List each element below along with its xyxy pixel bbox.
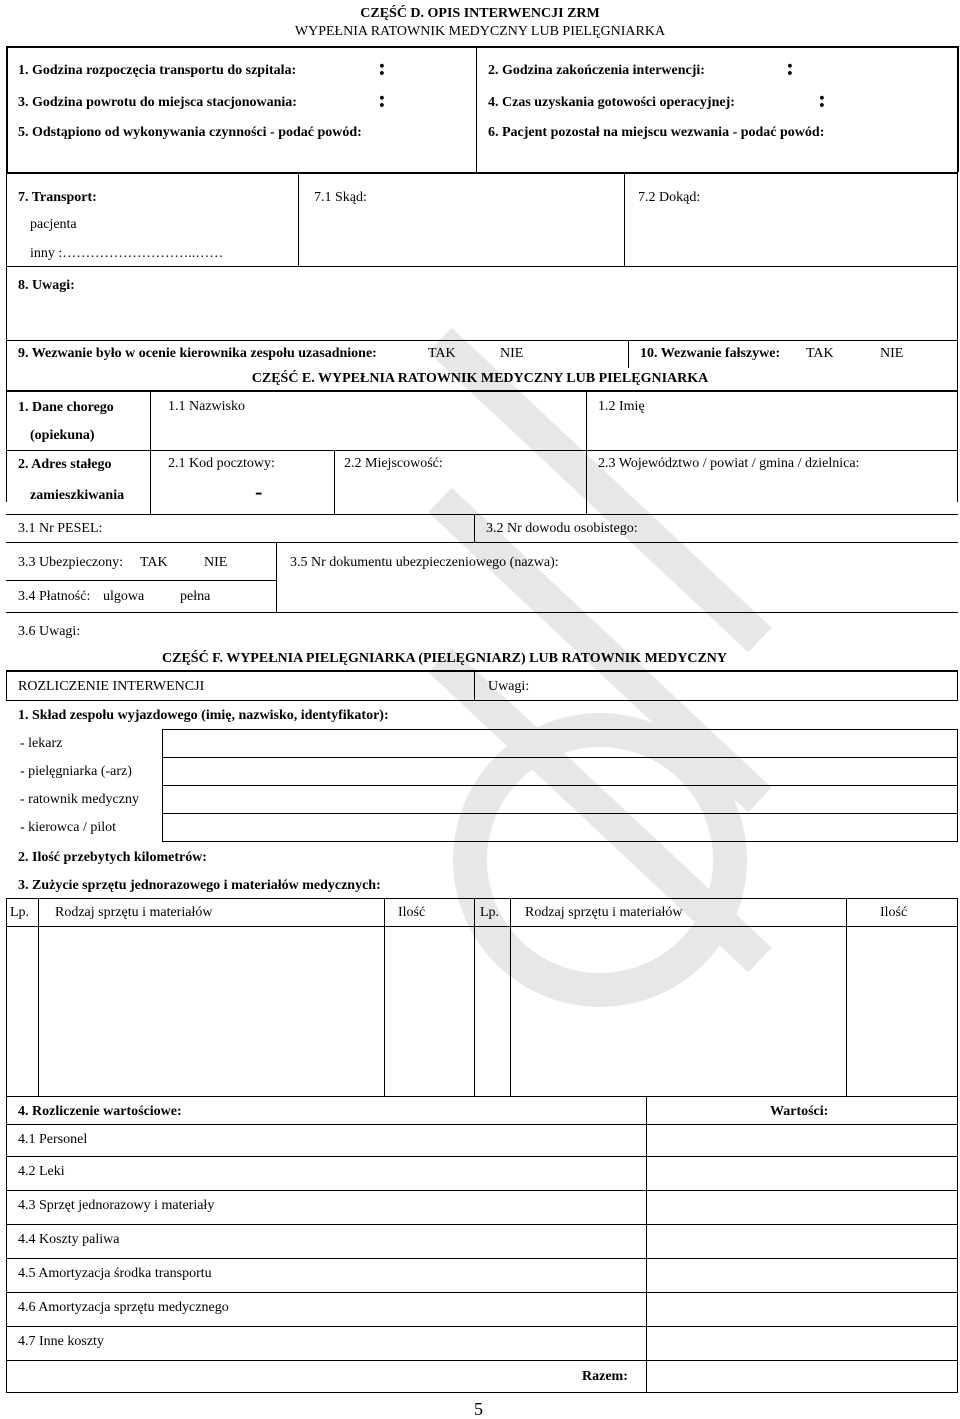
equipment-label: 3. Zużycie sprzętu jednorazowego i materiałów medycznych: xyxy=(18,878,381,893)
rule xyxy=(646,1096,647,1392)
rule xyxy=(6,1124,958,1125)
rule xyxy=(624,172,625,266)
patient-label-2: (opiekuna) xyxy=(30,428,95,443)
rule xyxy=(586,450,587,514)
rule xyxy=(6,1096,958,1097)
rule xyxy=(6,612,958,613)
km-label: 2. Ilość przebytych kilometrów: xyxy=(18,850,207,865)
rule xyxy=(6,542,958,543)
payment-label: 3.4 Płatność: xyxy=(18,589,91,604)
rule xyxy=(6,390,958,392)
rule xyxy=(298,172,299,266)
q9-no[interactable]: NIE xyxy=(500,346,524,361)
cost-row: 4.7 Inne koszty xyxy=(18,1334,104,1349)
colon: : xyxy=(818,87,826,113)
team-label: 1. Skład zespołu wyjazdowego (imię, nazwisko, identyfikator): xyxy=(18,708,389,723)
q9-yes[interactable]: TAK xyxy=(428,346,456,361)
rule xyxy=(162,813,958,814)
rule xyxy=(476,46,477,172)
rule xyxy=(384,898,385,1096)
cost-row: 4.5 Amortyzacja środka transportu xyxy=(18,1266,212,1281)
rule xyxy=(6,1360,958,1361)
rule xyxy=(474,670,475,700)
rule xyxy=(6,1190,958,1191)
rule xyxy=(6,898,958,899)
rule xyxy=(150,390,151,514)
rule xyxy=(276,542,277,612)
insurance-doc-label: 3.5 Nr dokumentu ubezpieczeniowego (nazwa): xyxy=(290,555,559,570)
address-label: 2. Adres stałego xyxy=(18,457,112,472)
rule xyxy=(6,46,8,172)
transport-other: inny :………………………..…… xyxy=(30,246,224,261)
rule xyxy=(6,1224,958,1225)
q4-label: 4. Czas uzyskania gotowości operacyjnej: xyxy=(488,95,735,110)
rule xyxy=(957,670,958,700)
rule xyxy=(957,172,958,502)
rule xyxy=(510,898,511,1096)
settlement-label: ROZLICZENIE INTERWENCJI xyxy=(18,679,205,694)
rule xyxy=(162,785,958,786)
rule xyxy=(957,46,959,172)
e-remarks-label: 3.6 Uwagi: xyxy=(18,624,81,639)
rule xyxy=(162,729,958,730)
cost-row: 4.4 Koszty paliwa xyxy=(18,1232,120,1247)
patient-label: 1. Dane chorego xyxy=(18,400,114,415)
rule xyxy=(628,340,629,368)
rule xyxy=(957,729,958,841)
postal-label: 2.1 Kod pocztowy: xyxy=(168,456,275,471)
part-d-title: CZĘŚĆ D. OPIS INTERWENCJI ZRM xyxy=(360,6,600,21)
payment-reduced[interactable]: ulgowa xyxy=(103,589,145,604)
total-label: Razem: xyxy=(582,1369,628,1384)
surname-label: 1.1 Nazwisko xyxy=(168,399,245,414)
q2-label: 2. Godzina zakończenia interwencji: xyxy=(488,63,705,78)
q10-no[interactable]: NIE xyxy=(880,346,904,361)
cost-row: 4.2 Leki xyxy=(18,1164,65,1179)
team-row-nurse: - pielęgniarka (-arz) xyxy=(20,764,132,779)
team-row-paramedic: - ratownik medyczny xyxy=(20,792,139,807)
colon: : xyxy=(786,55,794,81)
rule xyxy=(38,898,39,1096)
col-lp: Lp. xyxy=(10,905,30,920)
part-d-subtitle: WYPEŁNIA RATOWNIK MEDYCZNY LUB PIELĘGNIARKA xyxy=(294,24,666,39)
cost-row: 4.6 Amortyzacja sprzętu medycznego xyxy=(18,1300,229,1315)
f-remarks-label: Uwagi: xyxy=(488,679,530,694)
rule xyxy=(957,898,958,1096)
rule xyxy=(162,757,958,758)
rule xyxy=(6,514,958,515)
rule xyxy=(6,46,958,48)
rule xyxy=(162,729,163,841)
rule xyxy=(6,1096,7,1392)
insured-yes[interactable]: TAK xyxy=(140,555,168,570)
rule xyxy=(334,450,335,514)
rule xyxy=(6,172,958,174)
transport-label: 7. Transport: xyxy=(18,190,97,205)
q3-label: 3. Godzina powrotu do miejsca stacjonowania: xyxy=(18,95,297,110)
values-title: 4. Rozliczenie wartościowe: xyxy=(18,1104,182,1119)
rule xyxy=(957,1096,958,1392)
pesel-label: 3.1 Nr PESEL: xyxy=(18,521,103,536)
rule xyxy=(6,266,958,267)
address-label-2: zamieszkiwania xyxy=(30,488,125,503)
rule xyxy=(6,340,958,341)
rule xyxy=(6,898,7,1096)
q1-label: 1. Godzina rozpoczęcia transportu do szpitala: xyxy=(18,63,297,78)
team-row-driver: - kierowca / pilot xyxy=(20,820,117,835)
rule xyxy=(474,898,475,1096)
col-qty-2: Ilość xyxy=(880,905,908,920)
rule xyxy=(6,1392,958,1393)
insured-no[interactable]: NIE xyxy=(204,555,228,570)
rule xyxy=(6,1292,958,1293)
rule xyxy=(6,450,958,451)
rule xyxy=(6,1258,958,1259)
region-label: 2.3 Województwo / powiat / gmina / dzielnica: xyxy=(598,456,860,471)
part-e-title: CZĘŚĆ E. WYPEŁNIA RATOWNIK MEDYCZNY LUB PIELĘGNIARKA xyxy=(251,371,709,386)
rule xyxy=(6,700,958,701)
q6-label: 6. Pacjent pozostał na miejscu wezwania - podać powód: xyxy=(488,125,825,140)
rule xyxy=(6,172,7,502)
values-col: Wartości: xyxy=(770,1104,829,1119)
rule xyxy=(6,1326,958,1327)
q5-label: 5. Odstąpiono od wykonywania czynności - podać powód: xyxy=(18,125,362,140)
rule xyxy=(474,514,475,542)
postal-dash: - xyxy=(255,479,263,504)
q10-yes[interactable]: TAK xyxy=(806,346,834,361)
remarks-label: 8. Uwagi: xyxy=(18,278,75,293)
rule xyxy=(162,841,958,842)
col-qty: Ilość xyxy=(398,905,426,920)
to-label: 7.2 Dokąd: xyxy=(638,190,701,205)
name-label: 1.2 Imię xyxy=(598,399,645,414)
part-f-title: CZĘŚĆ F. WYPEŁNIA PIELĘGNIARKA (PIELĘGNIARZ) LUB RATOWNIK MEDYCZNY xyxy=(162,651,728,666)
rule xyxy=(6,670,7,700)
col-item-2: Rodzaj sprzętu i materiałów xyxy=(525,905,683,920)
cost-row: 4.1 Personel xyxy=(18,1132,88,1147)
q9-label: 9. Wezwanie było w ocenie kierownika zespołu uzasadnione: xyxy=(18,346,377,361)
page-number: 5 xyxy=(474,1399,483,1419)
id-doc-label: 3.2 Nr dowodu osobistego: xyxy=(486,521,638,536)
col-item: Rodzaj sprzętu i materiałów xyxy=(55,905,213,920)
q10-label: 10. Wezwanie fałszywe: xyxy=(640,346,781,361)
rule xyxy=(846,898,847,1096)
rule xyxy=(6,926,958,927)
team-row-doctor: - lekarz xyxy=(20,736,63,751)
rule xyxy=(6,580,276,581)
col-lp-2: Lp. xyxy=(480,905,500,920)
insured-label: 3.3 Ubezpieczony: xyxy=(18,555,123,570)
rule xyxy=(6,1156,958,1157)
rule xyxy=(6,670,958,672)
colon: : xyxy=(378,87,386,113)
payment-full[interactable]: pełna xyxy=(180,589,211,604)
from-label: 7.1 Skąd: xyxy=(314,190,367,205)
colon: : xyxy=(378,55,386,81)
transport-patient: pacjenta xyxy=(30,217,77,232)
rule xyxy=(586,390,587,450)
city-label: 2.2 Miejscowość: xyxy=(344,456,443,471)
cost-row: 4.3 Sprzęt jednorazowy i materiały xyxy=(18,1198,215,1213)
